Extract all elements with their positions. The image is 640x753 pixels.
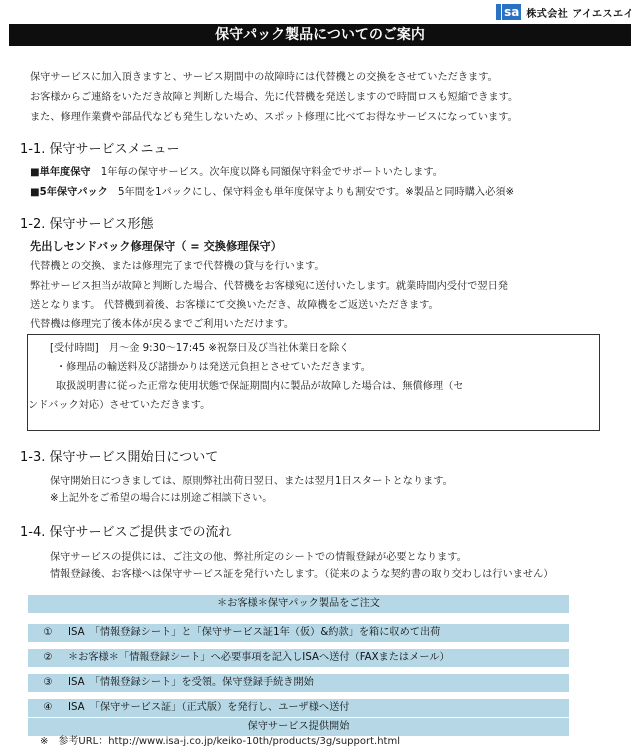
isa-logo-mark: sa: [496, 4, 521, 20]
warranty-note-cont: ンドバック対応）させていただきます。: [28, 400, 211, 411]
menu-item-label: ■5年保守パック: [30, 187, 108, 198]
warranty-note: 取扱説明書に従った正常な使用状態で保証期間内に製品が故障した場合は、無償修理（セ: [56, 381, 464, 392]
flow-end-step: 保守サービス提供開始: [28, 718, 569, 736]
menu-item-single-year: [30, 164, 443, 182]
step-number: ③: [43, 677, 53, 688]
step-text: ISA 「保守サービス証」（正式版）を発行し、ユーザ様へ送付: [68, 702, 350, 713]
section-heading-menu: 1-1. 保守サービスメニュー: [20, 142, 180, 157]
reception-hours: [受付時間] 月～金 9:30～17:45 ※祝祭日及び当社休業日を除く: [50, 343, 350, 354]
intro-line-2: お客様からご連絡をいただき故障と判断した場合、先に代替機を発送しますので時間ロスも短縮できます。: [30, 92, 519, 103]
start-date-line-2: ※上記外をご希望の場合には別途ご相談下さい。: [50, 493, 273, 504]
flow-line-2: 情報登録後、お客様へは保守サービス証を発行いたします。（従来のような契約書の取り交わしは行いません）: [50, 569, 554, 580]
reference-url-note: ※ 参考URL：http://www.isa-j.co.jp/keiko-10th/products/3g/support.html: [40, 736, 400, 747]
section-heading-form: 1-2. 保守サービス形態: [20, 217, 154, 232]
flow-step-3: [28, 674, 569, 692]
step-text: ISA 「情報登録シート」を受領。保守登録手続き開始: [68, 677, 314, 688]
start-date-line-1: 保守開始日につきましては、原則弊社出荷日翌日、または翌月1日スタートとなります。: [50, 476, 453, 487]
step-number: ①: [43, 627, 53, 638]
shipping-note: ・修理品の輸送料及び諸掛かりは発送元負担とさせていただきます。: [56, 362, 371, 373]
company-logo: [496, 3, 634, 21]
service-line-1: 代替機との交換、または修理完了まで代替機の貸与を行います。: [30, 261, 325, 272]
service-line-3: 送となります。 代替機到着後、お客様にて交換いただき、故障機をご返送いただきます。: [30, 300, 439, 311]
step-number: ②: [43, 652, 53, 663]
section-heading-flow: 1-4. 保守サービスご提供までの流れ: [20, 525, 232, 540]
service-line-2: 弊社サービス担当が故障と判断した場合、代替機をお客様宛に送付いたします。就業時間内受付で翌日発: [30, 281, 508, 292]
flow-step-1: [28, 624, 569, 642]
flow-step-4: [28, 699, 569, 717]
service-line-4: 代替機は修理完了後本体が戻るまでご利用いただけます。: [30, 319, 295, 330]
step-number: ④: [43, 702, 53, 713]
step-text: ＊お客様＊「情報登録シート」へ必要事項を記入しISAへ送付（FAXまたはメール）: [68, 652, 450, 663]
flow-line-1: 保守サービスの提供には、ご注文の他、弊社所定のシートでの情報登録が必要となります。: [50, 552, 467, 563]
menu-item-text: 5年間を1パックにし、保守料金も単年度保守よりも割安です。※製品と同時購入必須※: [118, 187, 514, 198]
intro-line-1: 保守サービスに加入頂きますと、サービス期間中の故障時には代替機との交換をさせていただきます。: [30, 72, 498, 83]
step-text: ISA 「情報登録シート」と「保守サービス証1年（仮）&約款」を箱に収めて出荷: [68, 627, 441, 638]
menu-item-label: ■単年度保守: [30, 167, 91, 178]
flow-step-2: [28, 649, 569, 667]
intro-line-3: また、修理作業費や部品代なども発生しないため、スポット修理に比べてお得なサービスになっています。: [30, 112, 518, 123]
page-title: 保守パック製品についてのご案内: [9, 24, 631, 46]
section-heading-start-date: 1-3. 保守サービス開始日について: [20, 450, 219, 465]
menu-item-five-year: [30, 184, 514, 202]
flow-start-step: ＊お客様＊保守パック製品をご注文: [28, 595, 569, 613]
company-name: 株式会社 アイエスエイ: [526, 8, 634, 20]
service-type-title: 先出しセンドバック修理保守（ = 交換修理保守）: [30, 240, 282, 253]
menu-item-text: 1年毎の保守サービス。次年度以降も同額保守料金でサポートいたします。: [100, 167, 443, 178]
service-notice-box: [27, 334, 600, 431]
